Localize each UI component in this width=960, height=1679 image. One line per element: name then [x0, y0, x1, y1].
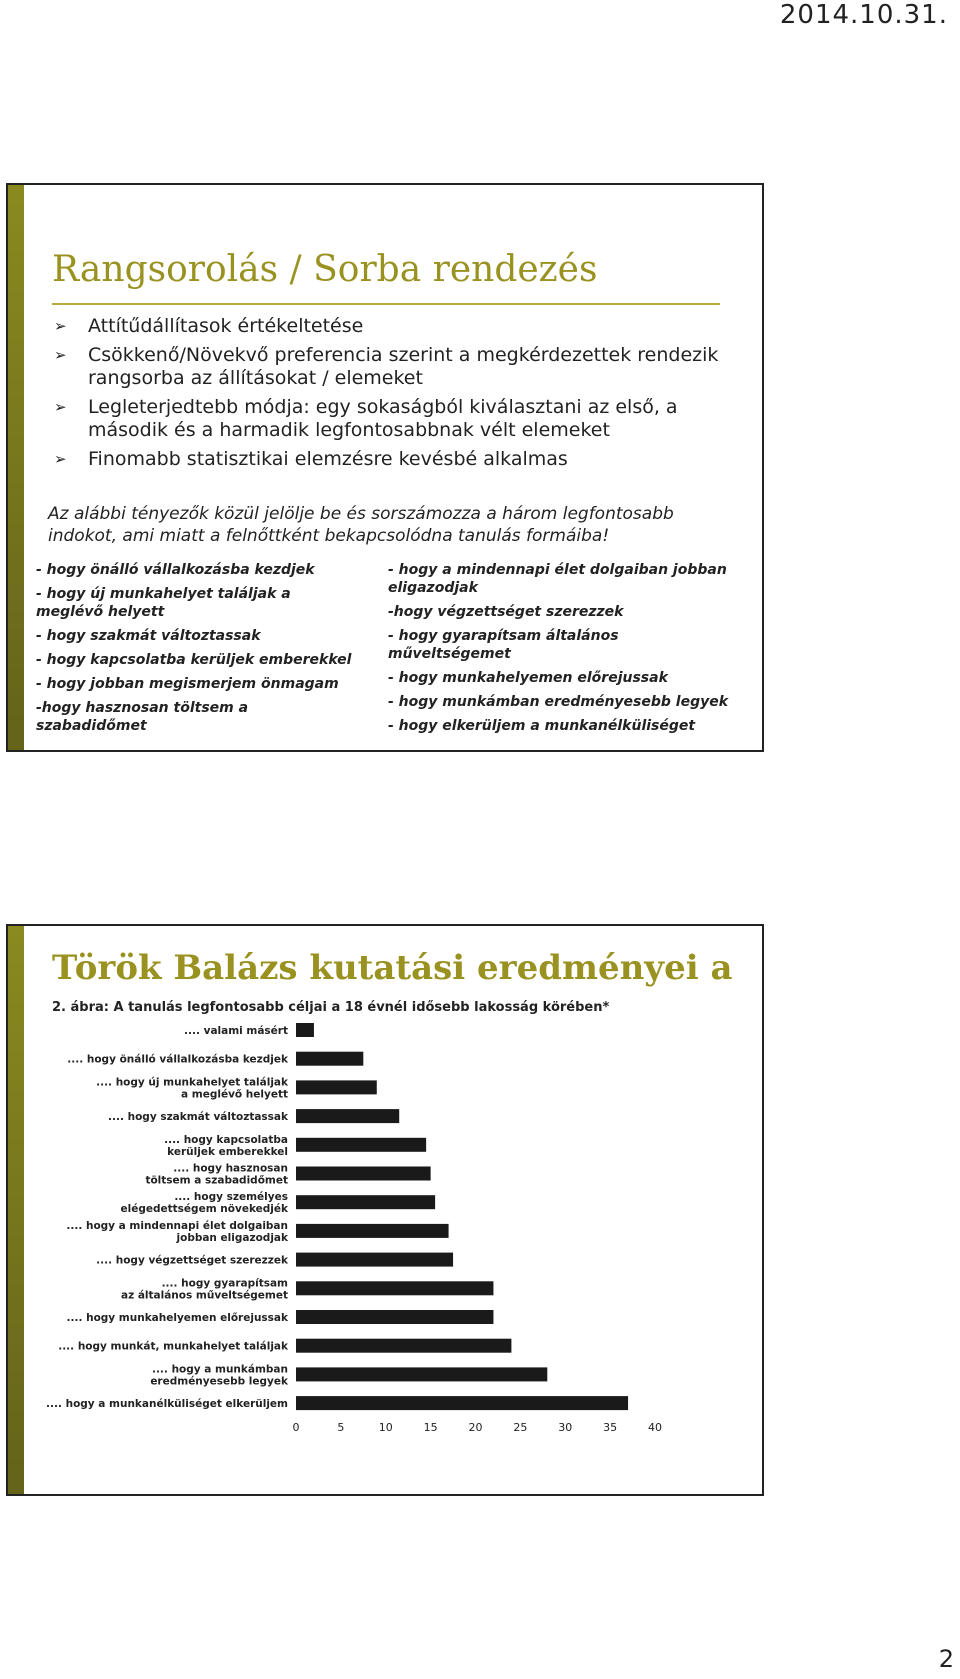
- chart-bar: [296, 1310, 493, 1324]
- chart-bar: [296, 1367, 547, 1381]
- category-label: az általános műveltségemet: [120, 1289, 288, 1302]
- chart-bar: [296, 1195, 435, 1209]
- bullet-text: Finomabb statisztikai elemzésre kevésbé alkalmas: [88, 448, 568, 470]
- category-label: .... hogy végzettséget szerezzek: [96, 1254, 288, 1267]
- slide-side-bar: [8, 185, 24, 750]
- reason-item: - hogy elkerüljem a munkanélküliséget: [388, 718, 696, 734]
- chart-bar: [296, 1109, 399, 1123]
- category-label: .... hogy szakmát változtassak: [108, 1111, 288, 1124]
- slide-rangsorolas: [6, 183, 764, 752]
- reason-item: - hogy gyarapítsam általános műveltségemet: [388, 628, 619, 662]
- reason-item: - hogy jobban megismerjem önmagam: [36, 676, 339, 692]
- chart-bar: [296, 1052, 363, 1066]
- x-tick-label: 35: [603, 1421, 618, 1435]
- title-underline: [52, 303, 720, 305]
- category-label: a meglévő helyett: [181, 1088, 288, 1101]
- reason-item: - hogy szakmát változtassak: [36, 628, 261, 644]
- category-label: .... hogy munkát, munkahelyet találjak: [58, 1340, 288, 1353]
- bullet-text: Attítűdállítasok értékeltetése: [88, 315, 364, 337]
- category-label: .... hogy a munkanélküliséget elkerüljem: [45, 1398, 288, 1411]
- x-tick-label: 40: [648, 1421, 662, 1435]
- bullet-item: [54, 344, 744, 390]
- bullet-text: Legleterjedtebb módja: egy sokaságból kiválasztani az első, a második és a harmadik legfontosabbnak vélt elemeket: [88, 396, 678, 441]
- slide-title: Török Balázs kutatási eredményei a: [52, 948, 733, 988]
- chart-bar: [296, 1167, 431, 1181]
- category-label: eredményesebb legyek: [150, 1375, 288, 1388]
- bullet-list: [54, 315, 744, 477]
- survey-instruction: Az alábbi tényezők közül jelölje be és sorszámozza a három legfontosabb indokot, ami miatt a felnőttként bekapcsolódna tanulás formáiba!: [48, 504, 674, 546]
- chart-bar: [296, 1339, 511, 1353]
- reason-list-right: [388, 561, 738, 741]
- bullet-text: Csökkenő/Növekvő preferencia szerint a megkérdezettek rendezik rangsorba az állításokat / elemeket: [88, 344, 719, 389]
- x-tick-label: 25: [513, 1421, 528, 1435]
- reason-item: - hogy munkámban eredményesebb legyek: [388, 694, 729, 710]
- category-label: .... valami másért: [183, 1025, 288, 1037]
- arrow-bullet-icon: ➢: [54, 346, 67, 364]
- arrow-bullet-icon: ➢: [54, 317, 67, 335]
- chart-bar: [296, 1224, 449, 1238]
- category-label: .... hogy új munkahelyet találjak: [96, 1076, 288, 1089]
- page-number: 2: [938, 1645, 954, 1673]
- x-tick-label: 0: [292, 1421, 300, 1435]
- x-tick-label: 20: [468, 1421, 483, 1435]
- category-label: .... hogy a mindennapi élet dolgaiban: [66, 1219, 288, 1232]
- x-tick-label: 5: [337, 1421, 345, 1435]
- arrow-bullet-icon: ➢: [54, 450, 67, 468]
- category-label: .... hogy munkahelyemen előrejussak: [66, 1312, 288, 1324]
- chart-bar: [296, 1281, 493, 1295]
- reason-item: - hogy önálló vállalkozásba kezdjek: [36, 562, 315, 578]
- bullet-item: [54, 448, 744, 471]
- reason-item: -hogy végzettséget szerezzek: [388, 604, 624, 620]
- bullet-item: [54, 396, 744, 442]
- slide-title: Rangsorolás / Sorba rendezés: [52, 249, 598, 290]
- chart-title: 2. ábra: A tanulás legfontosabb céljai a 18 évnél idősebb lakosság körében*: [52, 1000, 610, 1015]
- bullet-item: [54, 315, 744, 338]
- reason-item: - hogy kapcsolatba kerüljek emberekkel: [36, 652, 352, 668]
- chart-bar: [296, 1253, 453, 1267]
- x-tick-label: 30: [558, 1421, 573, 1435]
- category-label: .... hogy személyes: [174, 1191, 288, 1204]
- category-label: kerüljek emberekkel: [167, 1145, 288, 1158]
- category-label: .... hogy önálló vállalkozásba kezdjek: [67, 1053, 288, 1066]
- category-label: .... hogy kapcsolatba: [164, 1133, 288, 1146]
- chart-bar: [296, 1138, 426, 1152]
- reason-item: - hogy a mindennapi élet dolgaiban jobban eligazodjak: [388, 562, 727, 596]
- chart-bar: [296, 1023, 314, 1037]
- reason-list-left: [36, 561, 361, 741]
- category-label: .... hogy hasznosan: [173, 1162, 288, 1175]
- category-label: jobban eligazodjak: [176, 1231, 288, 1244]
- bar-chart: [8, 926, 762, 1494]
- slide-torok-balazs: [6, 924, 764, 1496]
- reason-item: - hogy új munkahelyet találjak a meglévő helyett: [36, 586, 291, 620]
- page-date: 2014.10.31.: [779, 0, 948, 30]
- x-tick-label: 10: [378, 1421, 393, 1435]
- x-tick-label: 15: [423, 1421, 438, 1435]
- reason-item: -hogy hasznosan töltsem a szabadidőmet: [36, 700, 249, 734]
- reason-item: - hogy munkahelyemen előrejussak: [388, 670, 668, 686]
- category-label: .... hogy a munkámban: [151, 1363, 288, 1376]
- chart-bar: [296, 1080, 377, 1094]
- category-label: .... hogy gyarapítsam: [161, 1277, 288, 1290]
- category-label: elégedettségem növekedjék: [120, 1203, 288, 1216]
- category-label: töltsem a szabadidőmet: [145, 1174, 288, 1187]
- arrow-bullet-icon: ➢: [54, 398, 67, 416]
- chart-bar: [296, 1396, 628, 1410]
